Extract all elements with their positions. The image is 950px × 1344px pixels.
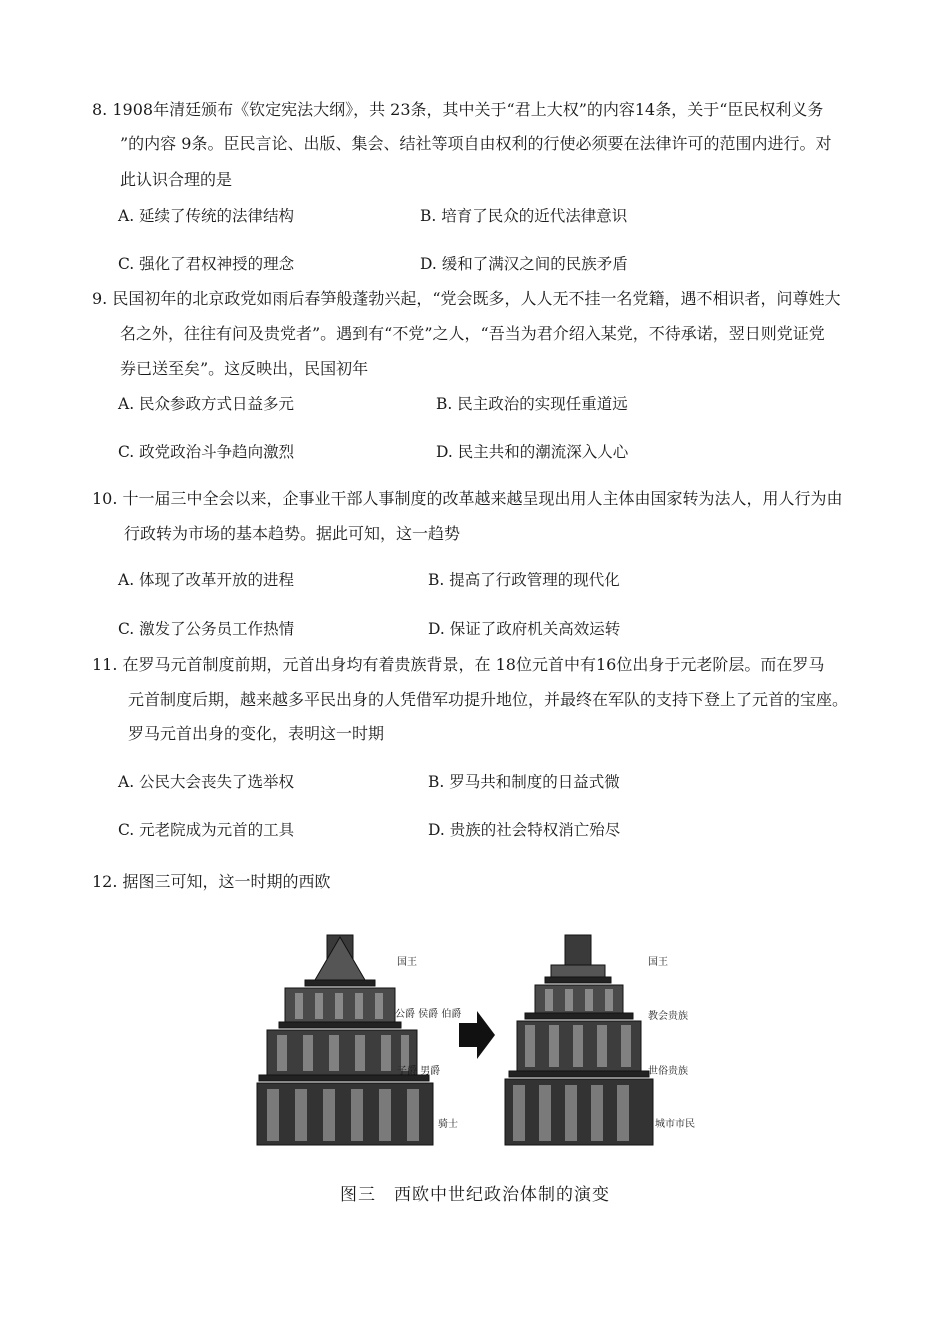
- arrow-right-icon: [459, 1011, 495, 1059]
- left-label-knights: 骑士: [438, 1119, 458, 1130]
- q9-line-2: 名之外，往往有问及贵党者”。遇到有“不党”之人，“吾当为君介绍入某党，不待承诺，翌日则党证党: [120, 324, 825, 343]
- figure-3-pyramid-diagram: [255, 925, 715, 1155]
- q12-line-1: 12. 据图三可知，这一时期的西欧: [92, 872, 331, 891]
- q8-option-d[interactable]: D. 缓和了满汉之间的民族矛盾: [420, 255, 628, 273]
- left-label-king: 国王: [397, 957, 417, 968]
- q9-option-c[interactable]: C. 政党政治斗争趋向激烈: [118, 443, 295, 461]
- q10-option-b[interactable]: B. 提高了行政管理的现代化: [428, 571, 620, 589]
- q8-line-2: ”的内容 9条。臣民言论、出版、集会、结社等项自由权利的行使必须要在法律许可的范围内进行。对: [120, 134, 832, 153]
- q9-option-d[interactable]: D. 民主共和的潮流深入人心: [436, 443, 629, 461]
- q10-line-1: 10. 十一届三中全会以来，企事业干部人事制度的改革越来越呈现出用人主体由国家转为法人，用人行为由: [92, 489, 843, 508]
- q11-option-d[interactable]: D. 贵族的社会特权消亡殆尽: [428, 821, 621, 839]
- q8-option-a[interactable]: A. 延续了传统的法律结构: [118, 207, 295, 225]
- q11-line-3: 罗马元首出身的变化，表明这一时期: [128, 724, 385, 743]
- q11-option-b[interactable]: B. 罗马共和制度的日益式微: [428, 773, 620, 791]
- q9-line-1: 9. 民国初年的北京政党如雨后春笋般蓬勃兴起，“党会既多，人人无不挂一名党籍，遇不相识者，问尊姓大: [92, 289, 841, 308]
- q10-option-a[interactable]: A. 体现了改革开放的进程: [118, 571, 295, 589]
- q9-option-a[interactable]: A. 民众参政方式日益多元: [118, 395, 295, 413]
- q11-option-c[interactable]: C. 元老院成为元首的工具: [118, 821, 295, 839]
- q8-line-3: 此认识合理的是: [120, 170, 233, 189]
- q8-option-b[interactable]: B. 培育了民众的近代法律意识: [420, 207, 628, 225]
- q9-option-b[interactable]: B. 民主政治的实现任重道远: [436, 395, 628, 413]
- left-label-dukes: 公爵 侯爵 伯爵: [395, 1009, 462, 1020]
- q10-option-d[interactable]: D. 保证了政府机关高效运转: [428, 620, 621, 638]
- right-label-secular-nobility: 世俗贵族: [648, 1066, 688, 1077]
- q11-option-a[interactable]: A. 公民大会丧失了选举权: [118, 773, 295, 791]
- q8-line-1: 8. 1908年清廷颁布《钦定宪法大纲》，共 23条，其中关于“君上大权”的内容14条，关于“臣民权利义务: [92, 100, 824, 119]
- q9-line-3: 券已送至矣”。这反映出，民国初年: [120, 359, 369, 378]
- q11-line-2: 元首制度后期，越来越多平民出身的人凭借军功提升地位，并最终在军队的支持下登上了元首的宝座。: [128, 690, 849, 709]
- right-label-church-nobility: 教会贵族: [648, 1011, 688, 1022]
- right-label-king: 国王: [648, 957, 668, 968]
- figure-caption: 图三 西欧中世纪政治体制的演变: [340, 1185, 610, 1205]
- q8-option-c[interactable]: C. 强化了君权神授的理念: [118, 255, 295, 273]
- q10-line-2: 行政转为市场的基本趋势。据此可知，这一趋势: [124, 524, 461, 543]
- left-label-viscounts: 子爵 男爵: [397, 1066, 441, 1077]
- q10-option-c[interactable]: C. 激发了公务员工作热情: [118, 620, 295, 638]
- q11-line-1: 11. 在罗马元首制度前期，元首出身均有着贵族背景，在 18位元首中有16位出身于元老阶层。而在罗马: [92, 655, 825, 674]
- left-pyramid-illustration: [255, 925, 715, 1155]
- right-label-citizens: 城市市民: [655, 1119, 695, 1130]
